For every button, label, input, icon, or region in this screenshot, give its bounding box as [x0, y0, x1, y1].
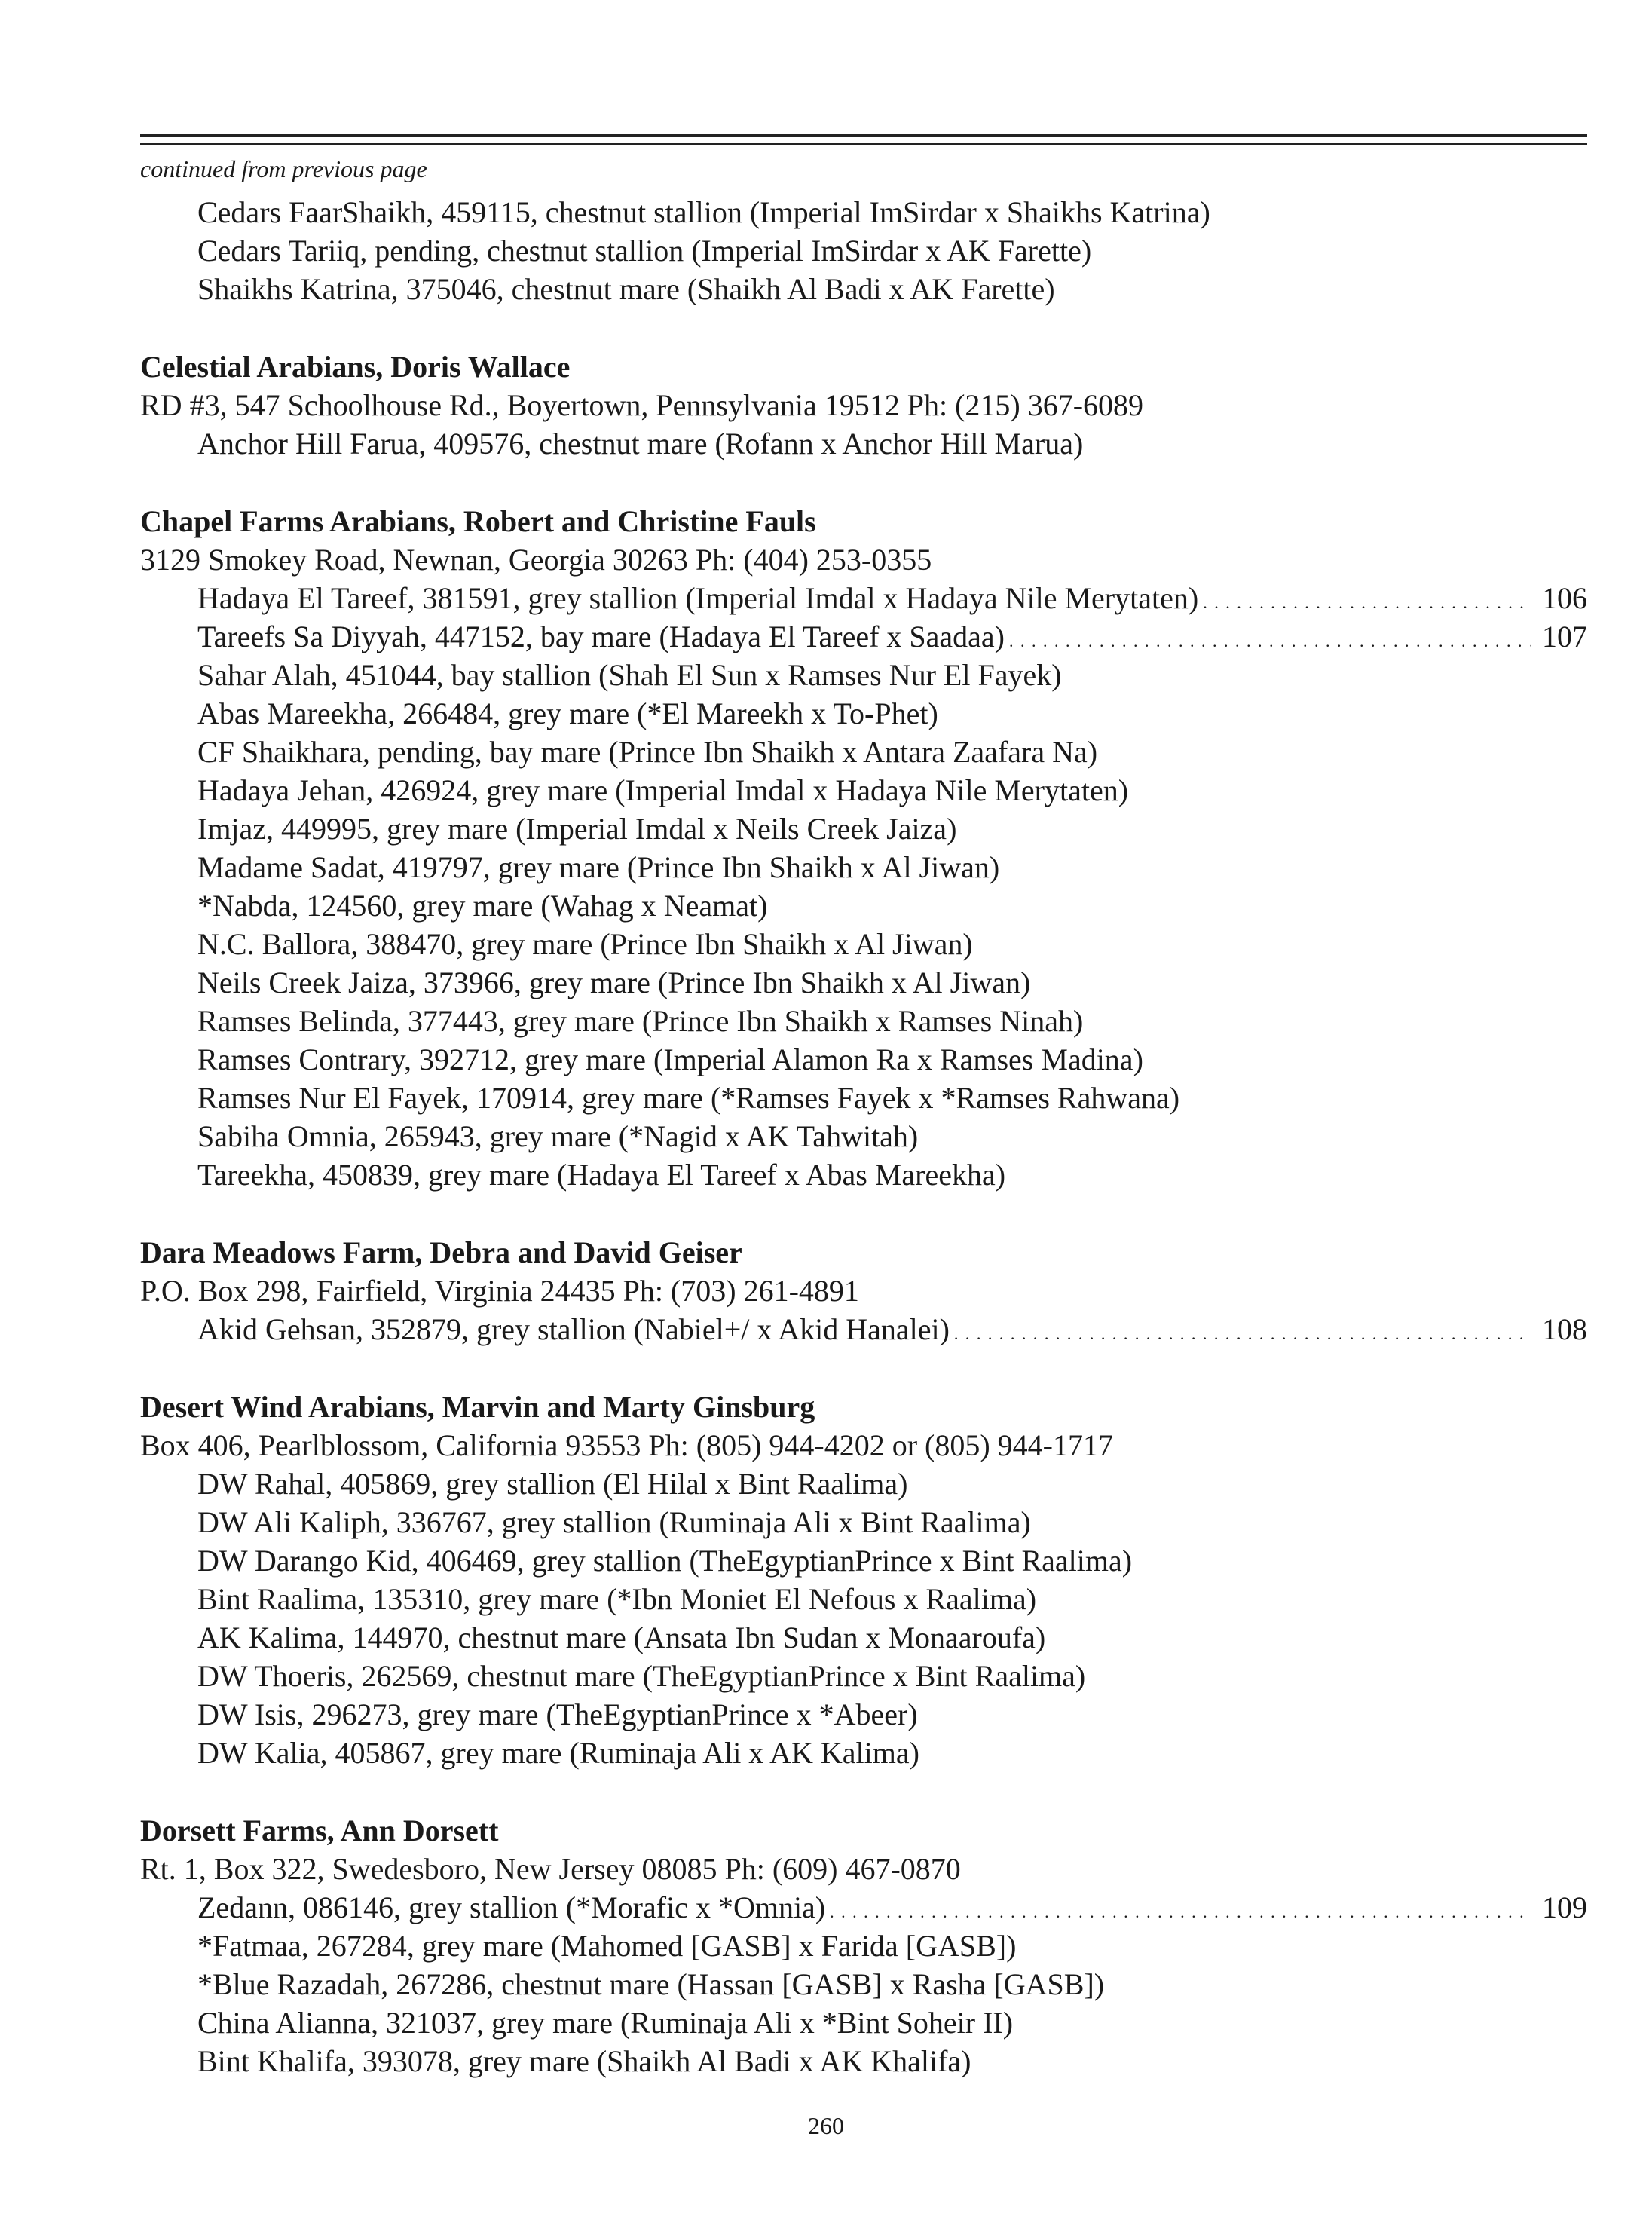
farm-block — [140, 1811, 1587, 2080]
continued-label: continued from previous page — [140, 155, 427, 182]
horse-entry: Anchor Hill Farua, 409576, chestnut mare (Rofann x Anchor Hill Marua) — [197, 427, 1084, 461]
farm-address: 3129 Smokey Road, Newnan, Georgia 30263 Ph: (404) 253-0355 — [140, 543, 932, 577]
section-gap — [140, 308, 1587, 347]
page-reference: 107 — [1542, 620, 1587, 653]
horse-entry-text: Tareefs Sa Diyyah, 447152, bay mare (Hadaya El Tareef x Saadaa) — [197, 620, 1005, 653]
horse-entry: Hadaya Jehan, 426924, grey mare (Imperial Imdal x Hadaya Nile Merytaten) — [197, 773, 1129, 807]
horse-entry: DW Thoeris, 262569, chestnut mare (TheEgyptianPrince x Bint Raalima) — [197, 1659, 1086, 1693]
farm-address: P.O. Box 298, Fairfield, Virginia 24435 Ph: (703) 261-4891 — [140, 1274, 859, 1308]
horse-entry: DW Isis, 296273, grey mare (TheEgyptianPrince x *Abeer) — [197, 1697, 918, 1731]
section-gap — [140, 1194, 1587, 1233]
farm-name: Desert Wind Arabians, Marvin and Marty Ginsburg — [140, 1390, 815, 1424]
farm-listings — [140, 308, 1587, 2080]
farm-name: Chapel Farms Arabians, Robert and Christine Fauls — [140, 504, 816, 538]
horse-entry: Ramses Belinda, 377443, grey mare (Prince Ibn Shaikh x Ramses Ninah) — [197, 1004, 1084, 1038]
horse-entry: Bint Raalima, 135310, grey mare (*Ibn Moniet El Nefous x Raalima) — [197, 1582, 1037, 1616]
horse-entry-text: Zedann, 086146, grey stallion (*Morafic x *Omnia) — [197, 1890, 826, 1924]
header-rule-thick — [140, 134, 1587, 137]
section-gap — [140, 463, 1587, 502]
horse-entry-text: Akid Gehsan, 352879, grey stallion (Nabiel+/ x Akid Hanalei) — [197, 1312, 950, 1346]
page-number: 260 — [808, 2112, 844, 2139]
horse-entry: Cedars Tariiq, pending, chestnut stallion (Imperial ImSirdar x AK Farette) — [197, 234, 1092, 268]
horse-entry — [140, 1888, 1587, 1927]
horse-entry: Cedars FaarShaikh, 459115, chestnut stallion (Imperial ImSirdar x Shaikhs Katrina) — [197, 195, 1210, 229]
horse-entry: Bint Khalifa, 393078, grey mare (Shaikh Al Badi x AK Khalifa) — [197, 2044, 971, 2078]
horse-entry: CF Shaikhara, pending, bay mare (Prince Ibn Shaikh x Antara Zaafara Na) — [197, 735, 1098, 769]
horse-entry: Ramses Nur El Fayek, 170914, grey mare (*Ramses Fayek x *Ramses Rahwana) — [197, 1081, 1180, 1115]
farm-name: Celestial Arabians, Doris Wallace — [140, 350, 571, 384]
directory-content — [140, 193, 1587, 2080]
horse-entry: *Blue Razadah, 267286, chestnut mare (Hassan [GASB] x Rasha [GASB]) — [197, 1967, 1105, 2001]
horse-entry: *Nabda, 124560, grey mare (Wahag x Neamat) — [197, 889, 768, 923]
dot-leader — [1203, 579, 1531, 622]
header-rule-thin — [140, 143, 1587, 145]
horse-entry: DW Kalia, 405867, grey mare (Ruminaja Ali x AK Kalima) — [197, 1736, 919, 1770]
farm-block — [140, 347, 1587, 463]
horse-entry: DW Rahal, 405869, grey stallion (El Hilal x Bint Raalima) — [197, 1467, 908, 1501]
horse-entry: AK Kalima, 144970, chestnut mare (Ansata Ibn Sudan x Monaaroufa) — [197, 1621, 1046, 1654]
horse-entry: Madame Sadat, 419797, grey mare (Prince Ibn Shaikh x Al Jiwan) — [197, 850, 1000, 884]
horse-entry: DW Darango Kid, 406469, grey stallion (TheEgyptianPrince x Bint Raalima) — [197, 1544, 1133, 1578]
horse-entry: Imjaz, 449995, grey mare (Imperial Imdal x Neils Creek Jaiza) — [197, 812, 957, 846]
horse-entry — [140, 1310, 1587, 1348]
farm-name: Dorsett Farms, Ann Dorsett — [140, 1814, 499, 1847]
dot-leader — [1009, 617, 1531, 660]
section-gap — [140, 1772, 1587, 1811]
farm-block — [140, 1388, 1587, 1772]
page-reference: 109 — [1542, 1890, 1587, 1924]
farm-address: RD #3, 547 Schoolhouse Rd., Boyertown, Pennsylvania 19512 Ph: (215) 367-6089 — [140, 388, 1144, 422]
horse-entry: China Alianna, 321037, grey mare (Ruminaja Ali x *Bint Soheir II) — [197, 2006, 1014, 2040]
horse-entry: *Fatmaa, 267284, grey mare (Mahomed [GASB] x Farida [GASB]) — [197, 1929, 1017, 1963]
section-gap — [140, 1348, 1587, 1388]
horse-entry: Sabiha Omnia, 265943, grey mare (*Nagid x AK Tahwitah) — [197, 1119, 919, 1153]
dot-leader — [830, 1888, 1531, 1931]
dot-leader — [954, 1310, 1531, 1353]
horse-entry — [140, 579, 1587, 617]
page-reference: 108 — [1542, 1312, 1587, 1346]
farm-address: Box 406, Pearlblossom, California 93553 Ph: (805) 944-4202 or (805) 944-1717 — [140, 1428, 1113, 1462]
horse-entry: Ramses Contrary, 392712, grey mare (Imperial Alamon Ra x Ramses Madina) — [197, 1042, 1143, 1076]
farm-block — [140, 1233, 1587, 1348]
horse-entry: Shaikhs Katrina, 375046, chestnut mare (Shaikh Al Badi x AK Farette) — [197, 272, 1055, 306]
farm-block — [140, 502, 1587, 1194]
intro-entries — [140, 193, 1587, 308]
horse-entry-text: Hadaya El Tareef, 381591, grey stallion (Imperial Imdal x Hadaya Nile Merytaten) — [197, 581, 1199, 615]
horse-entry — [140, 617, 1587, 656]
page-reference: 106 — [1542, 581, 1587, 615]
horse-entry: Sahar Alah, 451044, bay stallion (Shah El Sun x Ramses Nur El Fayek) — [197, 658, 1062, 692]
horse-entry: N.C. Ballora, 388470, grey mare (Prince Ibn Shaikh x Al Jiwan) — [197, 927, 973, 961]
farm-name: Dara Meadows Farm, Debra and David Geiser — [140, 1235, 742, 1269]
farm-address: Rt. 1, Box 322, Swedesboro, New Jersey 08085 Ph: (609) 467-0870 — [140, 1852, 961, 1886]
horse-entry: Tareekha, 450839, grey mare (Hadaya El Tareef x Abas Mareekha) — [197, 1158, 1006, 1192]
horse-entry: DW Ali Kaliph, 336767, grey stallion (Ruminaja Ali x Bint Raalima) — [197, 1505, 1031, 1539]
horse-entry: Abas Mareekha, 266484, grey mare (*El Mareekh x To-Phet) — [197, 696, 938, 730]
horse-entry: Neils Creek Jaiza, 373966, grey mare (Prince Ibn Shaikh x Al Jiwan) — [197, 966, 1031, 999]
